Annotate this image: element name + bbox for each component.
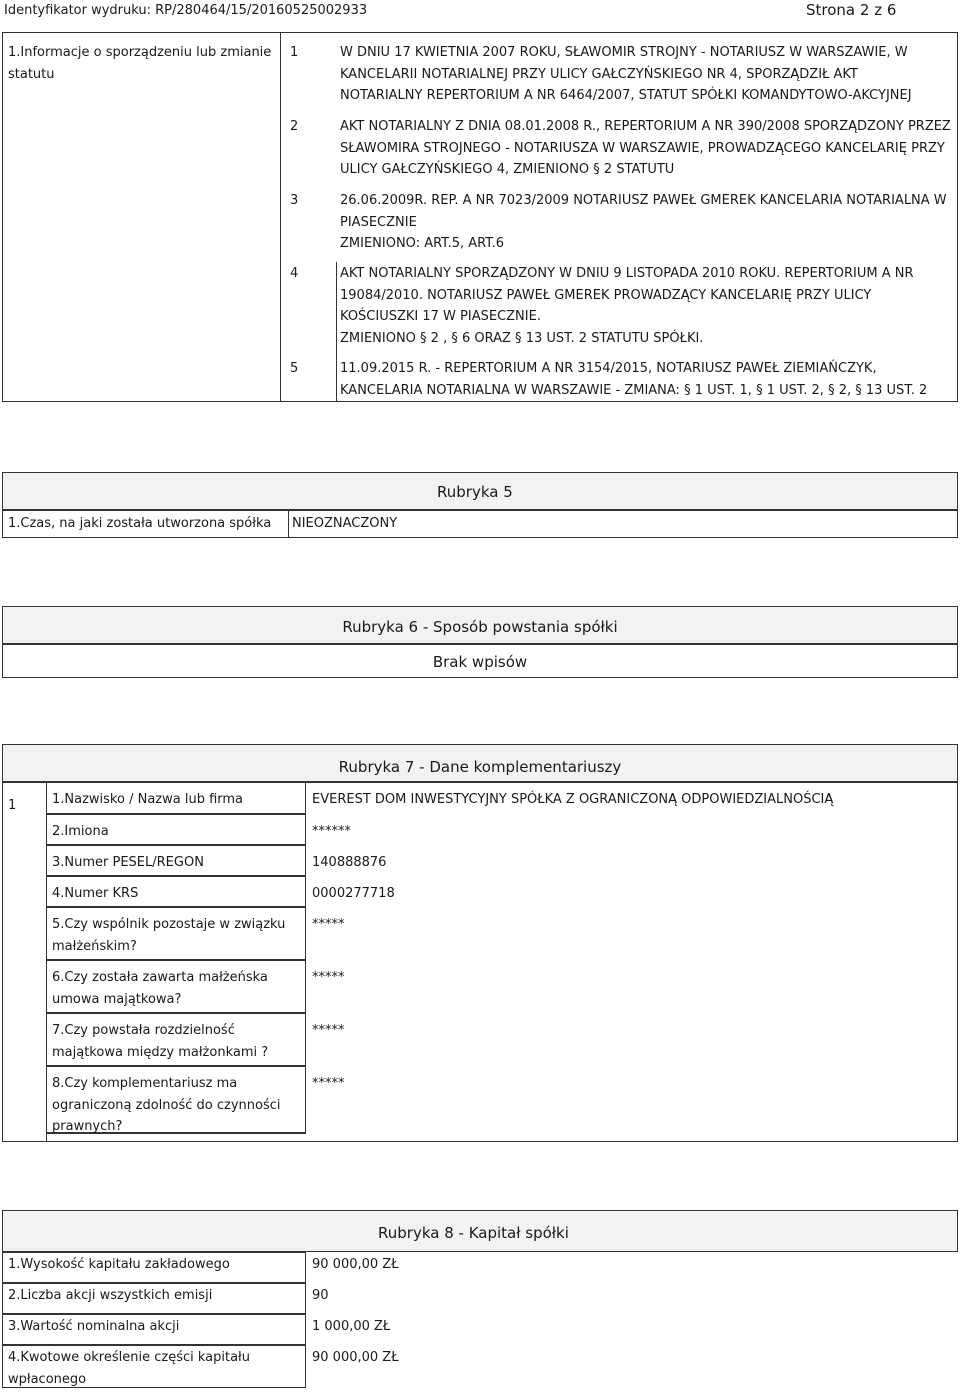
- capital-field-label: 2.Liczba akcji wszystkich emisji: [8, 1288, 213, 1303]
- entry-text-line: KOŚCIUSZKI 17 W PIASECZNIE.: [340, 309, 541, 324]
- partner-field-value: *****: [312, 1023, 345, 1038]
- entry-number: 1: [290, 45, 299, 60]
- statute-info-divider: [280, 32, 281, 402]
- partner-field-value: *****: [312, 970, 345, 985]
- partner-field-label: 5.Czy wspólnik pozostaje w związku: [52, 917, 286, 932]
- entry-number: 4: [290, 266, 299, 281]
- rubryka7-title: Rubryka 7 - Dane komplementariuszy: [338, 758, 622, 776]
- partner-field-label: 4.Numer KRS: [52, 886, 139, 901]
- capital-field-label: 4.Kwotowe określenie części kapitału: [8, 1350, 250, 1365]
- partner-field-value: 140888876: [312, 855, 387, 870]
- partner-field-label: 3.Numer PESEL/REGON: [52, 855, 204, 870]
- duration-value: NIEOZNACZONY: [292, 516, 398, 531]
- entry-text-line: 11.09.2015 R. - REPERTORIUM A NR 3154/2015, NOTARIUSZ PAWEŁ ZIEMIAŃCZYK,: [340, 361, 877, 376]
- partner-field-label: 2.Imiona: [52, 824, 109, 839]
- partner-field-value: ******: [312, 824, 351, 839]
- capital-field-label: wpłaconego: [8, 1371, 87, 1387]
- capital-field-value: 90 000,00 ZŁ: [312, 1350, 399, 1365]
- partner-number: 1: [8, 798, 17, 813]
- partner-field-label: majątkowa między małżonkami ?: [52, 1044, 269, 1060]
- capital-field-label: 1.Wysokość kapitału zakładowego: [8, 1257, 230, 1272]
- statute-info-num-divider: [336, 262, 337, 402]
- statute-info-label: 1.Informacje o sporządzeniu lub zmianie: [8, 45, 272, 60]
- rubryka8-title: Rubryka 8 - Kapitał spółki: [378, 1224, 569, 1242]
- capital-field-value: 90: [312, 1288, 329, 1303]
- entry-number: 2: [290, 119, 299, 134]
- rubryka6-title: Rubryka 6 - Sposób powstania spółki: [342, 618, 618, 636]
- duration-label: 1.Czas, na jaki została utworzona spółka: [8, 516, 272, 531]
- partner-field-label: prawnych?: [52, 1119, 123, 1134]
- entry-text-line: SŁAWOMIRA STROJNEGO - NOTARIUSZA W WARSZAWIE, PROWADZĄCEGO KANCELARIĘ PRZY: [340, 140, 945, 156]
- page-number: Strona 2 z 6: [806, 1, 897, 19]
- partner-field-label: małżeńskim?: [52, 938, 137, 954]
- entry-text-line: AKT NOTARIALNY SPORZĄDZONY W DNIU 9 LISTOPADA 2010 ROKU. REPERTORIUM A NR: [340, 266, 914, 281]
- partner-field-label: 1.Nazwisko / Nazwa lub firma: [52, 792, 244, 807]
- entry-text-line: KANCELARIA NOTARIALNA W WARSZAWIE - ZMIANA: § 1 UST. 1, § 1 UST. 2, § 2, § 13 UST. 2: [340, 382, 928, 398]
- partner-field-value: 0000277718: [312, 886, 395, 901]
- print-identifier: Identyfikator wydruku: RP/280464/15/20160525002933: [4, 3, 368, 18]
- statute-info-label-cont: statutu: [8, 67, 55, 82]
- partner-field-label: 6.Czy została zawarta małżeńska: [52, 970, 268, 985]
- partner-field-value: EVEREST DOM INWESTYCYJNY SPÓŁKA Z OGRANICZONĄ ODPOWIEDZIALNOŚCIĄ: [312, 792, 834, 807]
- entry-number: 5: [290, 361, 299, 376]
- entry-text-line: KANCELARII NOTARIALNEJ PRZY ULICY GAŁCZYŃSKIEGO NR 4, SPORZĄDZIŁ AKT: [340, 66, 858, 82]
- entry-text-line: ZMIENIONO: ART.5, ART.6: [340, 236, 505, 251]
- capital-field-value: 90 000,00 ZŁ: [312, 1257, 399, 1272]
- entry-text-line: AKT NOTARIALNY Z DNIA 08.01.2008 R., REPERTORIUM A NR 390/2008 SPORZĄDZONY PRZEZ: [340, 119, 951, 134]
- entry-text-line: W DNIU 17 KWIETNIA 2007 ROKU, SŁAWOMIR STROJNY - NOTARIUSZ W WARSZAWIE, W: [340, 45, 908, 60]
- capital-field-value: 1 000,00 ZŁ: [312, 1319, 391, 1334]
- entry-text-line: PIASECZNIE: [340, 214, 417, 230]
- partner-row-separator: [46, 1133, 306, 1134]
- entry-text-line: ULICY GAŁCZYŃSKIEGO 4, ZMIENIONO § 2 STATUTU: [340, 162, 675, 177]
- rubryka6-empty: Brak wpisów: [432, 653, 528, 671]
- partner-field-label: 8.Czy komplementariusz ma: [52, 1076, 238, 1091]
- partner-field-value: *****: [312, 917, 345, 932]
- entry-text-line: ZMIENIONO § 2 , § 6 ORAZ § 13 UST. 2 STATUTU SPÓŁKI.: [340, 330, 704, 346]
- entry-number: 3: [290, 193, 299, 208]
- rubryka5-title: Rubryka 5: [437, 483, 513, 501]
- partner-field-label: ograniczoną zdolność do czynności: [52, 1097, 281, 1113]
- entry-text-line: 26.06.2009R. REP. A NR 7023/2009 NOTARIUSZ PAWEŁ GMEREK KANCELARIA NOTARIALNA W: [340, 193, 947, 208]
- partner-field-label: umowa majątkowa?: [52, 991, 182, 1007]
- rubryka5-divider: [288, 510, 289, 538]
- partner-field-label: 7.Czy powstała rozdzielność: [52, 1023, 235, 1038]
- entry-text-line: 19084/2010. NOTARIUSZ PAWEŁ GMEREK PROWADZĄCY KANCELARIĘ PRZY ULICY: [340, 287, 872, 303]
- partner-field-value: *****: [312, 1076, 345, 1091]
- entry-text-line: NOTARIALNY REPERTORIUM A NR 6464/2007, STATUT SPÓŁKI KOMANDYTOWO-AKCYJNEJ: [340, 88, 912, 103]
- capital-field-label: 3.Wartość nominalna akcji: [8, 1319, 180, 1334]
